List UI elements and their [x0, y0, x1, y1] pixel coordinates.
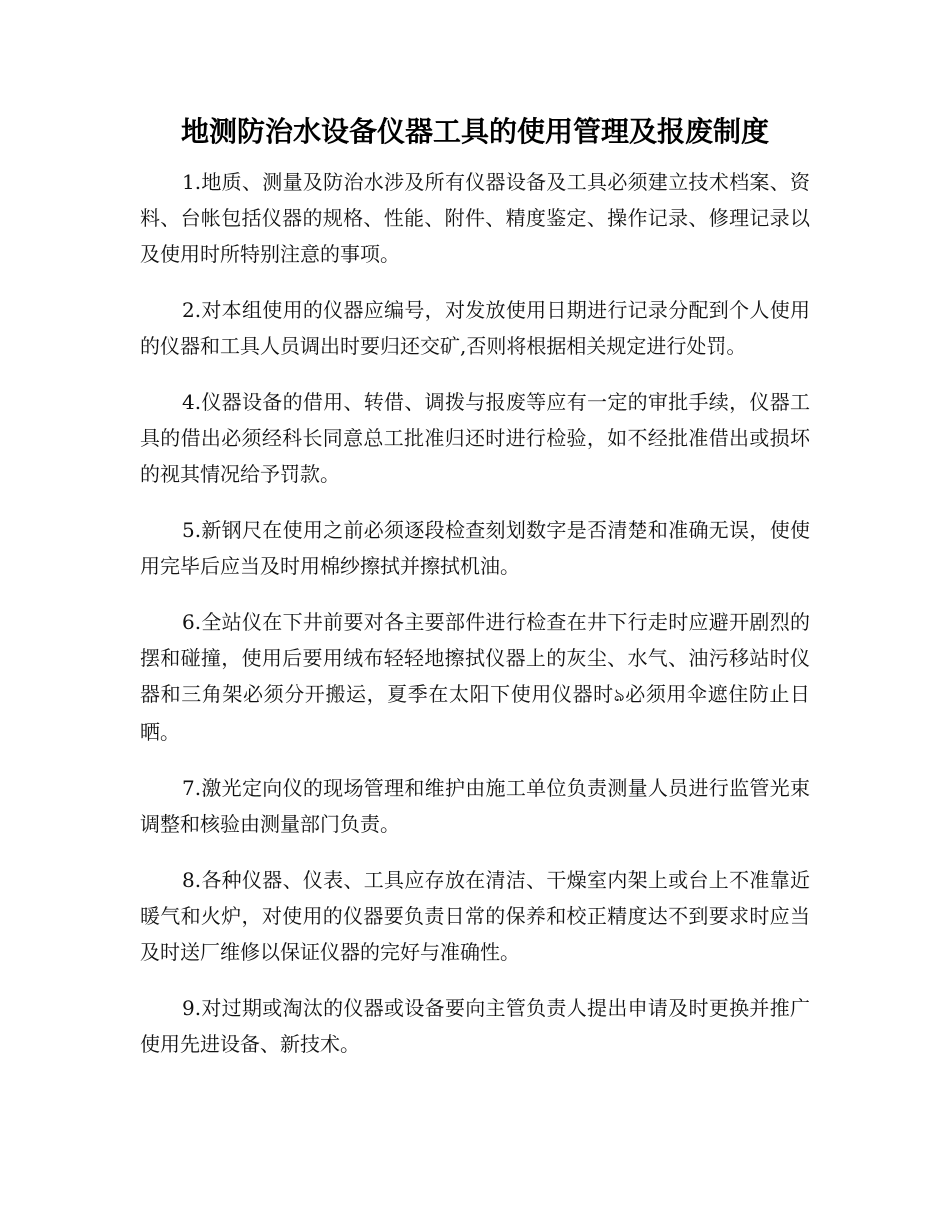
paragraph-9: 9.对过期或淘汰的仪器或设备要向主管负责人提出申请及时更换并推广使用先进设备、新技术。: [140, 996, 810, 1056]
paragraph-2: 2.对本组使用的仪器应编号，对发放使用日期进行记录分配到个人使用的仪器和工具人员调出时要归还交矿,否则将根据相关规定进行处罚。: [140, 298, 810, 358]
paragraph-7: 7.激光定向仪的现场管理和维护由施工单位负责测量人员进行监管光束调整和核验由测量部门负责。: [140, 776, 810, 836]
paragraph-4: 4.仪器设备的借用、转借、调拨与报废等应有一定的审批手续，仪器工具的借出必须经科长同意总工批准归还时进行检验，如不经批准借出或损坏的视其情况给予罚款。: [140, 390, 810, 486]
scribble-mark-icon: ঌ: [613, 685, 625, 706]
paragraph-6-text: 6.全站仪在下井前要对各主要部件进行检查在井下行走时应避开剧烈的摆和碰撞，使用后要用绒布轻轻地擦拭仪器上的灰尘、水气、油污移站时仪器和三角架必须分开搬运，夏季在太阳下使用仪器时: [140, 610, 810, 706]
paragraph-8: 8.各种仪器、仪表、工具应存放在清洁、干燥室内架上或台上不准靠近暖气和火炉，对使用的仪器要负责日常的保养和校正精度达不到要求时应当及时送厂维修以保证仪器的完好与准确性。: [140, 868, 810, 964]
paragraph-5: 5.新钢尺在使用之前必须逐段检查刻划数字是否清楚和准确无误，使使用完毕后应当及时用棉纱擦拭并擦拭机油。: [140, 518, 810, 578]
paragraph-6: [140, 604, 810, 750]
paragraph-6-tail: 必须用伞遮住防止日晒。: [140, 682, 811, 744]
document-body: [140, 164, 810, 1082]
document-title: 地测防治水设备仪器工具的使用管理及报废制度: [180, 115, 769, 148]
paragraph-1: 1.地质、测量及防治水涉及所有仪器设备及工具必须建立技术档案、资料、台帐包括仪器的规格、性能、附件、精度鉴定、操作记录、修理记录以及使用时所特别注意的事项。: [140, 170, 810, 266]
